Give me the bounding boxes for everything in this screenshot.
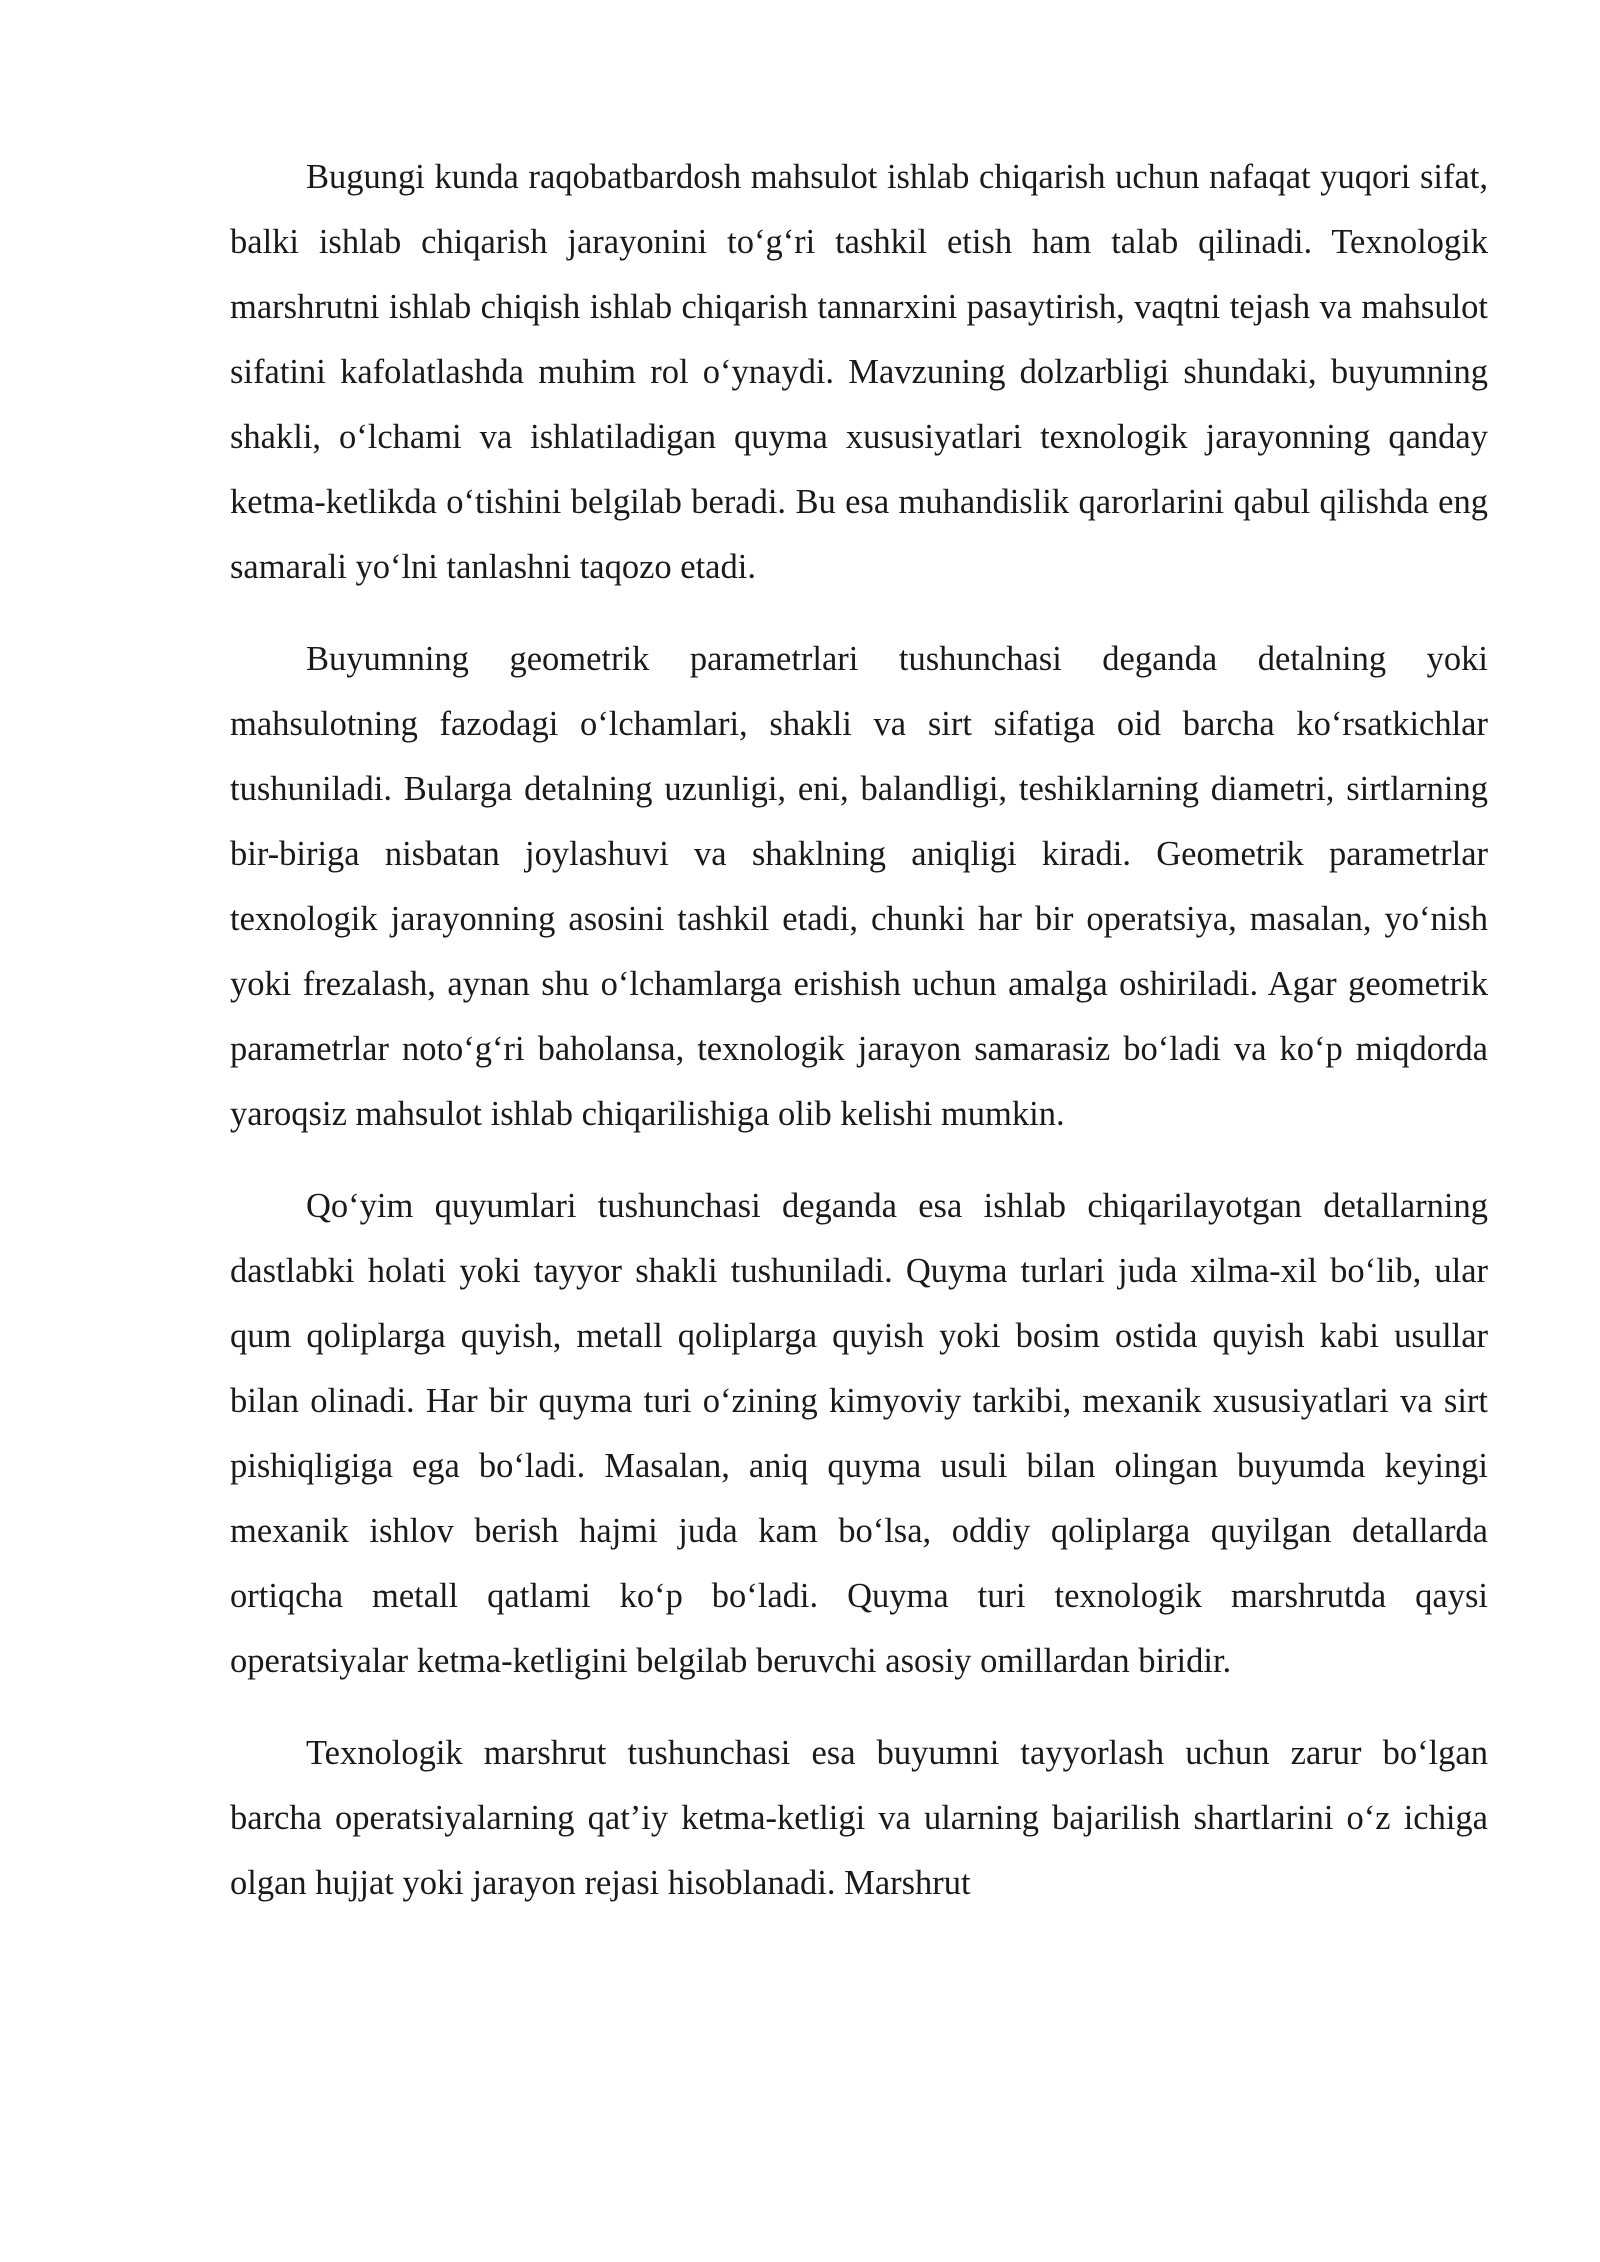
paragraph-casting-types: Qo‘yim quyumlari tushunchasi deganda esa ishlab chiqarilayotgan detallarning dastlabki holati yoki tayyor shakli tushuniladi. Quyma turlari juda xilma-xil bo‘lib, ular qum qoliplarga quyish, metall qoliplarga quyish yoki bosim ostida quyish kabi usullar bilan olinadi. Har bir quyma turi o‘zining kimyoviy tarkibi, mexanik xususiyatlari va sirt pishiqligiga ega bo‘ladi. Masalan, aniq quyma usuli bilan olingan buyumda keyingi mexanik ishlov berish hajmi juda kam bo‘lsa, oddiy qoliplarga quyilgan detallarda ortiqcha metall qatlami ko‘p bo‘ladi. Quyma turi texnologik marshrutda qaysi operatsiyalar ketma-ketligini belgilab beruvchi asosiy omillardan biridir.: [230, 1187, 1488, 1680]
paragraph-technological-route: Texnologik marshrut tushunchasi esa buyumni tayyorlash uchun zarur bo‘lgan barcha operatsiyalarning qat’iy ketma-ketligi va ularning bajarilish shartlarini o‘z ichiga olgan hujjat yoki jarayon rejasi hisoblanadi. Marshrut: [230, 1734, 1488, 1902]
document-body: [230, 145, 1488, 1943]
paragraph-geometric-parameters: Buyumning geometrik parametrlari tushunchasi deganda detalning yoki mahsulotning fazodagi o‘lchamlari, shakli va sirt sifatiga oid barcha ko‘rsatkichlar tushuniladi. Bularga detalning uzunligi, eni, balandligi, teshiklarning diametri, sirtlarning bir-biriga nisbatan joylashuvi va shaklning aniqligi kiradi. Geometrik parametrlar texnologik jarayonning asosini tashkil etadi, chunki har bir operatsiya, masalan, yo‘nish yoki frezalash, aynan shu o‘lchamlarga erishish uchun amalga oshiriladi. Agar geometrik parametrlar noto‘g‘ri baholansa, texnologik jarayon samarasiz bo‘ladi va ko‘p miqdorda yaroqsiz mahsulot ishlab chiqarilishiga olib kelishi mumkin.: [230, 640, 1488, 1133]
paragraph-introduction: Bugungi kunda raqobatbardosh mahsulot ishlab chiqarish uchun nafaqat yuqori sifat, balki ishlab chiqarish jarayonini to‘g‘ri tashkil etish ham talab qilinadi. Texnologik marshrutni ishlab chiqish ishlab chiqarish tannarxini pasaytirish, vaqtni tejash va mahsulot sifatini kafolatlashda muhim rol o‘ynaydi. Mavzuning dolzarbligi shundaki, buyumning shakli, o‘lchami va ishlatiladigan quyma xususiyatlari texnologik jarayonning qanday ketma-ketlikda o‘tishini belgilab beradi. Bu esa muhandislik qarorlarini qabul qilishda eng samarali yo‘lni tanlashni taqozo etadi.: [230, 158, 1488, 586]
